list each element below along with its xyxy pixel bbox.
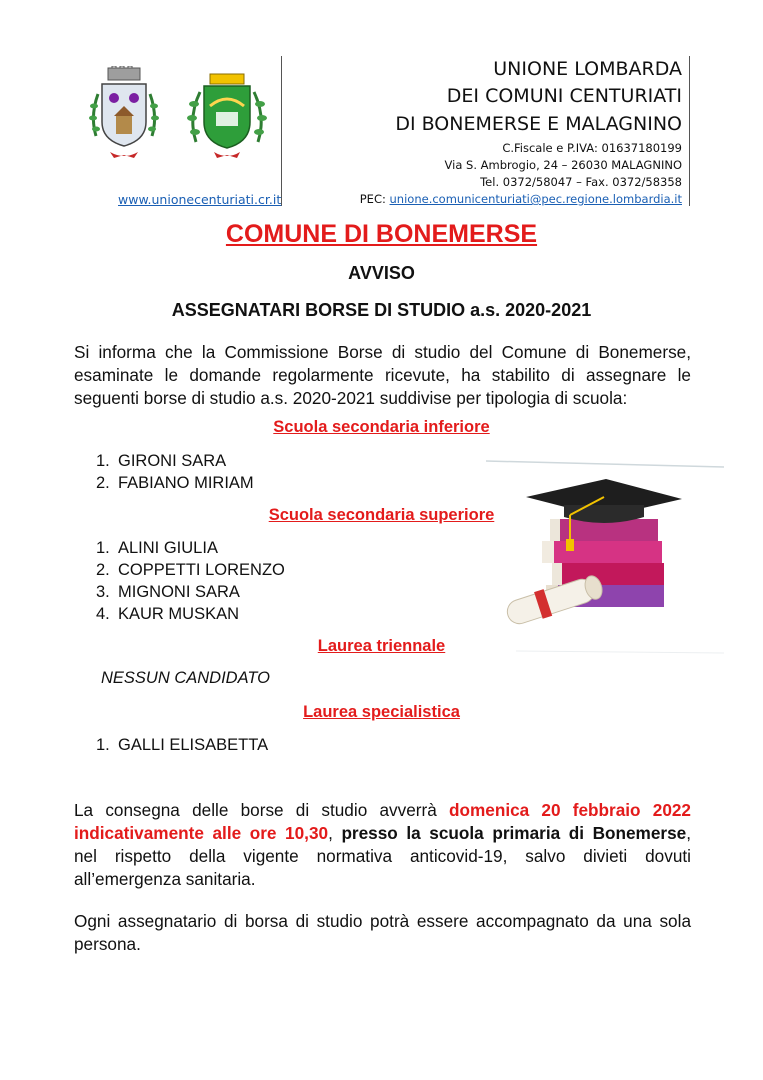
delivery-line: all’emergenza sanitaria. xyxy=(74,869,256,889)
malagnino-coat-of-arms-icon xyxy=(186,72,268,164)
no-candidate-text: NESSUN CANDIDATO xyxy=(101,669,270,687)
org-name-line1: UNIONE LOMBARDA xyxy=(493,58,682,80)
section-heading-upper: Scuola secondaria superiore xyxy=(268,506,495,524)
delivery-date: domenica 20 febbraio 2022 xyxy=(448,800,691,820)
delivery-paragraph xyxy=(74,799,691,891)
companion-paragraph xyxy=(74,910,691,956)
address: Via S. Ambrogio, 24 – 26030 MALAGNINO xyxy=(444,158,682,172)
section-heading-lower: Scuola secondaria inferiore xyxy=(273,418,490,436)
companion-line: persona. xyxy=(74,934,141,954)
graduation-books-icon xyxy=(486,455,726,655)
delivery-line: nel rispetto della vigente normativa anticovid-19, salvo divieti dovuti xyxy=(74,846,691,866)
notice-heading: AVVISO xyxy=(348,263,415,283)
intro-line: esaminate le domande regolarmente ricevute, ha stabilito di assegnare le xyxy=(74,365,691,385)
section-heading-specialistica: Laurea specialistica xyxy=(303,703,460,721)
intro-paragraph xyxy=(74,341,691,410)
list-upper xyxy=(96,537,285,625)
companion-line: Ogni assegnatario di borsa di studio potrà essere accompagnato da una sola xyxy=(74,911,691,931)
website-link[interactable]: www.unionecenturiati.cr.it xyxy=(118,192,282,207)
header-divider-left xyxy=(281,56,282,206)
pec-email-link[interactable]: unione.comunicenturiati@pec.regione.lombardia.it xyxy=(389,192,682,206)
list-specialistica xyxy=(96,734,268,756)
list-item: 2. COPPETTI LORENZO xyxy=(96,561,285,579)
list-item: 2. FABIANO MIRIAM xyxy=(96,474,254,492)
delivery-place: presso la scuola primaria di Bonemerse xyxy=(341,823,687,843)
delivery-line: indicativamente alle ore 10,30, presso la scuola primaria di Bonemerse, xyxy=(74,823,691,843)
fiscal-code: C.Fiscale e P.IVA: 01637180199 xyxy=(502,141,682,155)
header-divider-right xyxy=(689,56,690,206)
notice-subtitle: ASSEGNATARI BORSE DI STUDIO a.s. 2020-2021 xyxy=(171,300,592,320)
org-name-line3: DI BONEMERSE E MALAGNINO xyxy=(395,113,682,135)
delivery-line: La consegna delle borse di studio avverrà domenica 20 febbraio 2022 xyxy=(74,800,691,820)
delivery-time: indicativamente alle ore 10,30 xyxy=(74,823,329,843)
bonemerse-coat-of-arms-icon xyxy=(88,66,160,166)
intro-line: seguenti borse di studio a.s. 2020-2021 suddivise per tipologia di scuola: xyxy=(74,388,628,408)
pec-line xyxy=(360,192,682,206)
list-item: 3. MIGNONI SARA xyxy=(96,583,240,601)
page-title: COMUNE DI BONEMERSE xyxy=(225,220,538,248)
phone-fax: Tel. 0372/58047 – Fax. 0372/58358 xyxy=(480,175,682,189)
list-lower xyxy=(96,450,254,494)
intro-line: Si informa che la Commissione Borse di studio del Comune di Bonemerse, xyxy=(74,342,691,362)
list-item: 1. GIRONI SARA xyxy=(96,452,227,470)
pec-label: PEC: xyxy=(359,192,386,206)
section-heading-triennale: Laurea triennale xyxy=(317,637,446,655)
list-item: 1. GALLI ELISABETTA xyxy=(96,736,269,754)
list-item: 4. KAUR MUSKAN xyxy=(96,605,240,623)
list-item: 1. ALINI GIULIA xyxy=(96,539,218,557)
org-name-line2: DEI COMUNI CENTURIATI xyxy=(446,85,682,107)
